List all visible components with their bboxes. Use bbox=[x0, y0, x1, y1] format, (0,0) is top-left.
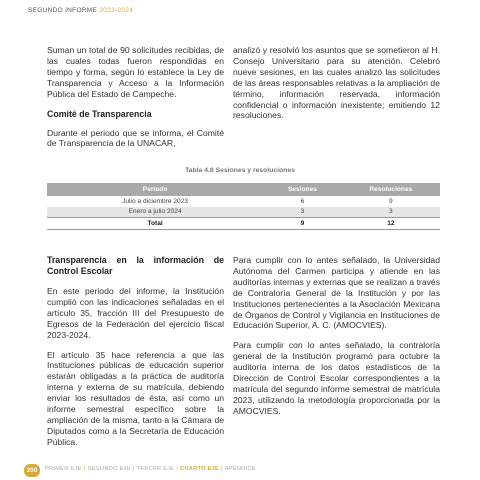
top-right-paragraph-1: analizó y resolvió los asuntos que se sometieron al H. Consejo Universitario para su atención. Celebró nueve sesiones, en las cuales analizó las solicitudes de las áreas responsables relativas a la ampliación de término, información reservada, información confidencial o información inexistente; emitiendo 12 resoluciones. bbox=[233, 45, 440, 121]
header-prefix: SEGUNDO INFORME bbox=[28, 7, 98, 14]
table-row bbox=[47, 207, 440, 218]
table-total-row bbox=[47, 218, 440, 230]
cell-periodo: Julio a diciembre 2023 bbox=[122, 197, 189, 205]
table-row bbox=[47, 196, 440, 207]
top-left-paragraph-1: Suman un total de 90 solicitudes recibidas, de las cuales todas fueron respondidas en tiempo y forma, según lo establece la Ley de Transparencia y Acceso a la Información Pública del Estado de Campeche. bbox=[47, 45, 224, 99]
top-right-column bbox=[233, 45, 440, 121]
top-left-paragraph-2: Durante el periodo que se informa, el Comité de Transparencia de la UNACAR, bbox=[47, 127, 224, 149]
table-header-row bbox=[47, 183, 440, 196]
footer-section-active[interactable]: CUARTO EJE bbox=[180, 466, 220, 472]
bottom-left-column bbox=[47, 255, 224, 448]
cell-sesiones: 6 bbox=[300, 197, 305, 205]
cell-resoluciones: 3 bbox=[342, 207, 440, 218]
header-sesiones: Sesiones bbox=[263, 183, 342, 196]
header-year: 2023-2024 bbox=[99, 7, 134, 14]
cell-resoluciones: 9 bbox=[389, 197, 393, 205]
top-left-column bbox=[47, 45, 224, 149]
table-caption: Tabla 4.8 Sesiones y resoluciones bbox=[185, 167, 295, 174]
footer-section[interactable]: PRIMER EJE bbox=[45, 466, 82, 472]
header-periodo: Periodo bbox=[47, 183, 263, 196]
bottom-right-column bbox=[233, 255, 440, 417]
cell-sesiones: 3 bbox=[263, 207, 342, 218]
section-heading-comite: Comité de Transparencia bbox=[47, 108, 152, 119]
cell-periodo: Enero a julio 2024 bbox=[47, 207, 263, 218]
total-resoluciones: 12 bbox=[342, 218, 440, 230]
footer-section-nav: PRIMER EJE | SEGUNDO EJE | TERCER EJE | CUARTO EJE | APÉNDICE bbox=[45, 466, 256, 472]
footer-section[interactable]: APÉNDICE bbox=[224, 466, 256, 472]
bottom-left-paragraph-1: En este periodo del informe, la Institución cumplió con las indicaciones señaladas en el artículo 35, fracción III del Presupuesto de Egresos de la Federación del ejercicio fiscal 2023-2024. bbox=[47, 286, 224, 340]
bottom-left-paragraph-2: El artículo 35 hace referencia a que las Instituciones públicas de educación superior estarán obligadas a la práctica de auditoría interna y externa de su matrícula, debiendo enviar los resultados de ésta, así como un informe semestral específico sobre la ampliación de la misma, tanto a la Cámara de Diputados como a la Secretaría de Educación Pública. bbox=[47, 349, 224, 447]
page-number: 200 bbox=[24, 464, 40, 477]
total-sesiones: 9 bbox=[263, 218, 342, 230]
total-label: Total bbox=[47, 218, 263, 230]
footer-section[interactable]: SEGUNDO EJE bbox=[87, 466, 131, 472]
section-heading-control-escolar: Transparencia en la información de Control Escolar bbox=[47, 255, 224, 276]
running-header bbox=[28, 7, 133, 14]
header-resoluciones: Resoluciones bbox=[342, 183, 440, 196]
bottom-right-paragraph-2: Para cumplir con lo antes señalado, la contraloría general de la Institución programó para octubre la auditoría interna de los datos estadísticos de la Dirección de Control Escolar correspondientes a la matrícula del segundo informe semestral de matrícula 2023, utilizando la metodología proporcionada por la AMOCVIES. bbox=[233, 340, 440, 416]
bottom-right-paragraph-1: Para cumplir con lo antes señalado, la Universidad Autónoma del Carmen participa y atiende en las auditorías internas y externas que se realizan a través de Contraloría General de la Institución y por las Instituciones pertenecientes a la Asociación Mexicana de Órganos de Control y Vigilancia en Instituciones de Educación Superior, A. C. (AMOCVIES). bbox=[233, 255, 440, 331]
footer-section[interactable]: TERCER EJE bbox=[136, 466, 175, 472]
sessions-table bbox=[47, 183, 440, 230]
